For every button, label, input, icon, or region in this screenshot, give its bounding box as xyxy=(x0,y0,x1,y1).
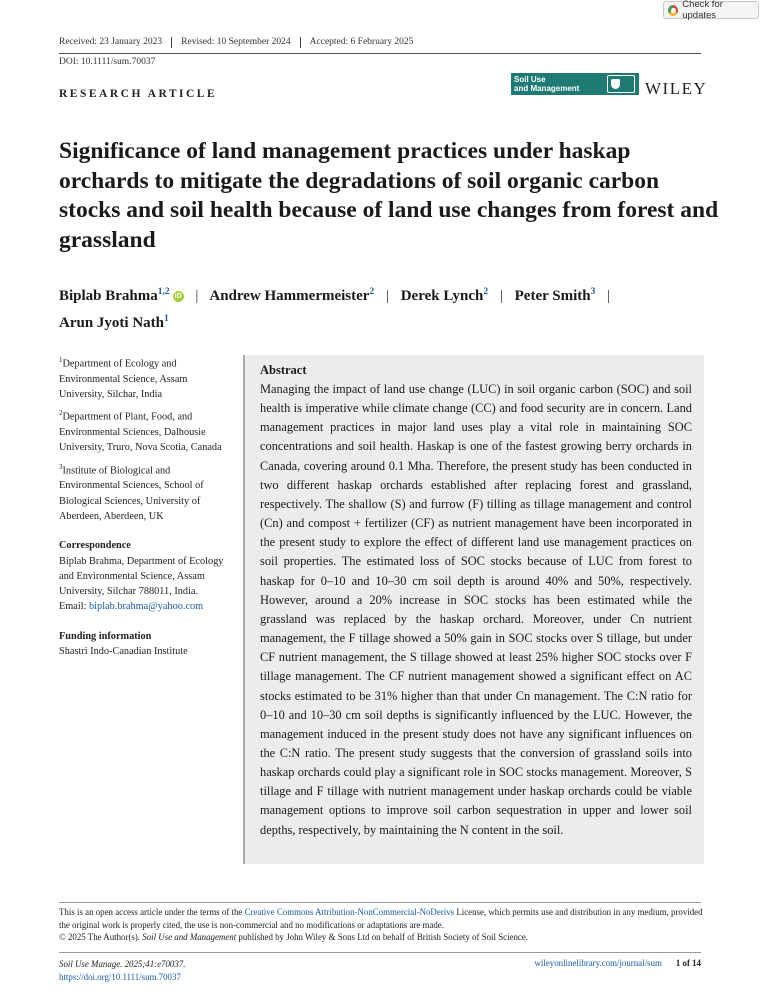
author-affiliation-ref[interactable]: 3 xyxy=(590,287,596,297)
journal-logo-line1: Soil Use xyxy=(514,75,546,84)
author-name[interactable]: Arun Jyoti Nath xyxy=(59,315,165,331)
abstract-heading: Abstract xyxy=(260,363,307,377)
journal-logo[interactable] xyxy=(511,73,639,95)
affiliation-text: Institute of Biological and Environmental Sciences, School of Biological Sciences, University of Aberdeen, Aberdeen, UK xyxy=(59,465,204,522)
author-list xyxy=(59,281,709,335)
journal-url-link[interactable]: wileyonlinelibrary.com/journal/sum xyxy=(534,958,662,968)
correspondence-text xyxy=(59,554,234,615)
footer-divider xyxy=(59,952,701,953)
orcid-icon[interactable]: iD xyxy=(174,293,182,301)
author-name[interactable]: Peter Smith xyxy=(514,288,591,304)
license-footnote xyxy=(59,906,704,944)
affiliation xyxy=(59,460,234,525)
author-separator: | xyxy=(195,288,199,304)
license-text: License, which permits use and distribution in any medium, provided the original work is properly cited, the use is non-commercial and no modifications or adaptations are made. xyxy=(59,907,703,930)
check-for-updates-button[interactable] xyxy=(663,1,759,19)
check-for-updates-label: Check for updates xyxy=(682,0,723,21)
received-date: Received: 23 January 2023 xyxy=(59,37,163,47)
article-title: Significance of land management practices under haskap orchards to mitigate the degradations of soil organic carbon stocks and soil health because of land use changes from forest and grassland xyxy=(59,138,719,253)
abstract-section xyxy=(243,355,704,864)
email-link[interactable]: biplab.brahma@yahoo.com xyxy=(89,601,204,613)
author-separator: | xyxy=(385,288,389,304)
funding-text: Shastri Indo-Canadian Institute xyxy=(59,646,188,658)
crossmark-icon xyxy=(668,5,678,16)
author-separator: | xyxy=(607,288,611,304)
author-name[interactable]: Derek Lynch xyxy=(400,288,484,304)
affiliation-number: 2 xyxy=(59,409,63,418)
author-name[interactable]: Biplab Brahma xyxy=(59,288,158,304)
footer-right xyxy=(535,958,702,968)
license-text: This is an open access article under the terms of the xyxy=(59,907,245,917)
email-label: Email: xyxy=(59,601,90,613)
author-affiliation-ref[interactable]: 2 xyxy=(369,287,375,297)
affiliation-text: Department of Plant, Food, and Environmental Sciences, Dalhousie University, Truro, Nova Scotia, Canada xyxy=(59,411,222,454)
bsss-logo-icon xyxy=(607,75,635,93)
funding-heading: Funding information xyxy=(59,630,152,642)
author-affiliation-ref[interactable]: 1 xyxy=(164,314,169,324)
publisher-logo[interactable]: WILEY xyxy=(645,79,708,98)
doi: DOI: 10.1111/sum.70037 xyxy=(59,57,156,67)
author-name[interactable]: Andrew Hammermeister xyxy=(209,288,370,304)
affiliation xyxy=(59,353,234,402)
copyright-journal: Soil Use and Management xyxy=(142,932,237,943)
copyright-text: published by John Wiley & Sons Ltd on behalf of British Society of Soil Science. xyxy=(236,932,529,943)
page-number: 1 of 14 xyxy=(675,958,701,968)
citation-text: Soil Use Manage. 2025;41:e70037. xyxy=(59,959,186,969)
author-affiliation-ref[interactable]: 1,2 xyxy=(157,287,170,297)
article-sidebar xyxy=(59,353,234,659)
abstract-text: Managing the impact of land use change (LUC) in soil organic carbon (SOC) and soil health is imperative while climate change (CC) and food security are in concern. Land management practices in major land uses play a vital role in maintaining SOC concentrations and soil health. Haskap is one of the fastest growing berry orchards in Canada, covering around 0.1 Mha. Therefore, the present study has been conducted in two different haskap orchards established after replacing forest and grassland, respectively. The shallow (S) and furrow (F) tilling as tillage management and control (Cn) and compost + fertilizer (CF) as nutrient management have been incorporated in the present study to explore the effect of different land use management practices on soil properties. The estimated loss of SOC stocks because of LUC from forest to haskap for 0–10 and 10–30 cm soil depth is around 40% and 50%, respectively. However, around a 20% increase in SOC stocks has been estimated while the grassland was replaced by the haskap orchard. Moreover, under Cn nutrient management, the F tillage showed a 50% gain in SOC stocks over S tillage, but under CF nutrient management, the S tillage showed at least 25% higher SOC stocks over F tillage management. The CF nutrient management showed a significant effect on AC stocks estimated to be 31% higher than that under Cn management. The C:N ratio for 0–10 and 10–30 cm soil depths is significantly influenced by the LUC. However, the management induced in the present study does not have any significant influences on the C:N ratio. The present study suggests that the conversion of grassland soils into haskap orchards could play a significant role in SOC stocks management. Moreover, S tillage and F tillage with nutrient management under haskap orchards could be viable management options to improve soil carbon sequestration in upper and lower soil depths, respectively, by maintaining the N content in the soil. xyxy=(260,382,692,837)
affiliation-text: Department of Ecology and Environmental Science, Assam University, Silchar, India xyxy=(59,358,188,401)
affiliation-number: 1 xyxy=(59,356,63,364)
copyright-text: © 2025 The Author(s). xyxy=(59,932,143,943)
author-separator: | xyxy=(499,288,503,304)
article-type: RESEARCH ARTICLE xyxy=(59,88,218,100)
correspondence-address: Biplab Brahma, Department of Ecology and Environmental Science, Assam University, Silchar 788011, India. xyxy=(59,555,224,598)
journal-logo-line2: and Management xyxy=(514,83,580,93)
footnote-divider xyxy=(59,902,701,903)
license-link[interactable]: Creative Commons Attribution-NonCommercial-NoDerivs xyxy=(244,907,455,917)
author-affiliation-ref[interactable]: 2 xyxy=(483,287,489,297)
footer-citation xyxy=(59,958,185,983)
revised-date: Revised: 10 September 2024 xyxy=(171,37,300,48)
header-divider xyxy=(59,53,701,54)
doi-link[interactable]: https://doi.org/10.1111/sum.70037 xyxy=(59,971,181,982)
accepted-date: Accepted: 6 February 2025 xyxy=(300,37,423,48)
article-dates xyxy=(59,37,422,48)
affiliation-number: 3 xyxy=(59,462,63,471)
correspondence-heading: Correspondence xyxy=(59,540,131,552)
affiliation xyxy=(59,406,234,455)
